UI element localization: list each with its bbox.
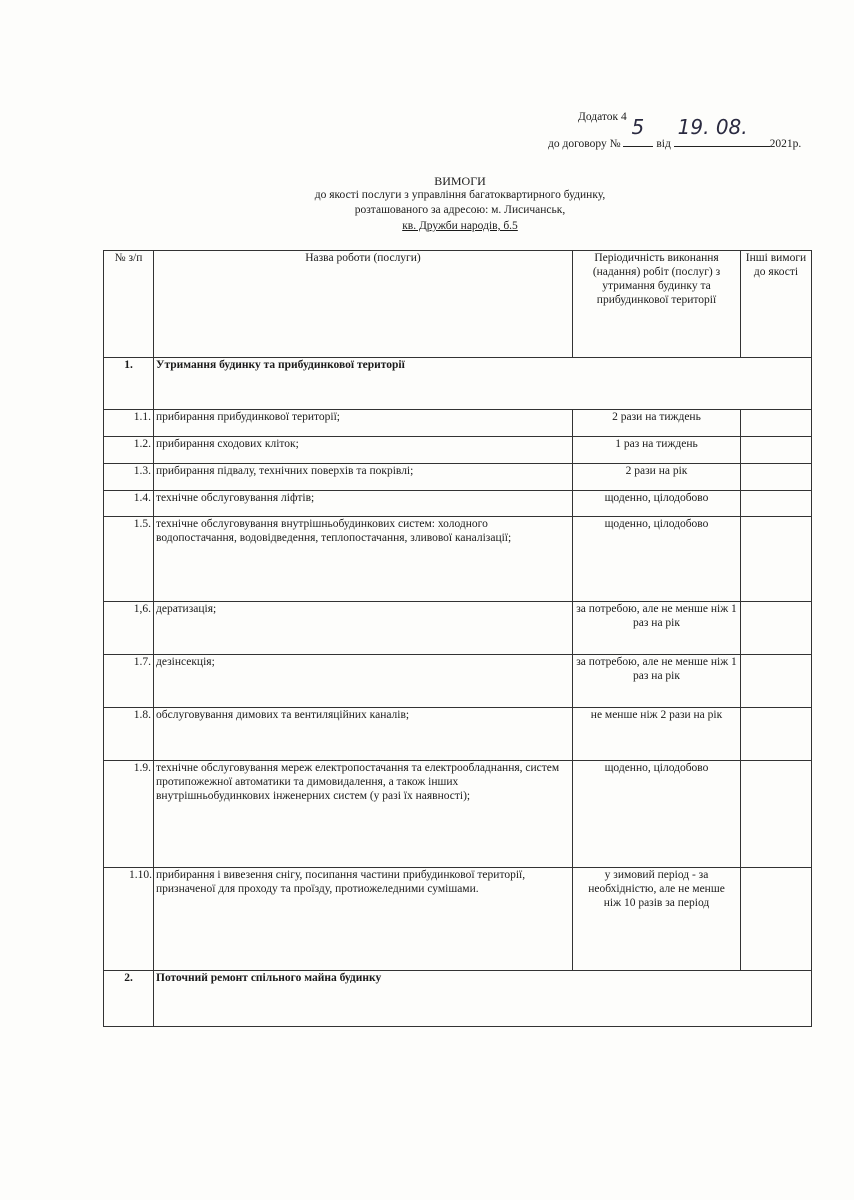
row-name: прибирання і вивезення снігу, посипання частини прибудинкової території, призначеної для проходу та проїзду, протиожеледними сумішами. (154, 868, 573, 971)
row-period: щоденно, цілодобово (573, 517, 741, 602)
row-name: дезінсекція; (154, 655, 573, 708)
header-name: Назва роботи (послуги) (154, 251, 573, 358)
row-num: 1.3. (104, 464, 154, 491)
section-2-title: Поточний ремонт спільного майна будинку (154, 971, 812, 1027)
row-other (741, 602, 812, 655)
table-row (104, 761, 812, 868)
contract-prefix: до договору № (548, 138, 621, 150)
section-1-row (104, 358, 812, 410)
table-row (104, 517, 812, 602)
row-num: 1.7. (104, 655, 154, 708)
table-header-row (104, 251, 812, 358)
row-period: не менше ніж 2 рази на рік (573, 708, 741, 761)
row-num: 1,6. (104, 602, 154, 655)
row-name: технічне обслуговування внутрішньобудинкових систем: холодного водопостачання, водовідведення, теплопостачання, зливової каналізації; (154, 517, 573, 602)
date-field (674, 115, 770, 147)
title-line-2: розташованого за адресою: м. Лисичанськ, (354, 204, 566, 216)
row-other (741, 410, 812, 437)
row-name: прибирання підвалу, технічних поверхів та покрівлі; (154, 464, 573, 491)
row-other (741, 491, 812, 517)
table-row (104, 868, 812, 971)
header-num: № з/п (104, 251, 154, 358)
section-1-title: Утримання будинку та прибудинкової території (154, 358, 812, 410)
date-prefix: від (656, 138, 671, 150)
table-row (104, 655, 812, 708)
row-other (741, 708, 812, 761)
row-other (741, 761, 812, 868)
row-period: у зимовий період - за необхідністю, але не менше ніж 10 разів за період (573, 868, 741, 971)
row-period: щоденно, цілодобово (573, 491, 741, 517)
row-num: 1.5. (104, 517, 154, 602)
header-other: Інші вимоги до якості (741, 251, 812, 358)
row-name: технічне обслуговування мереж електропостачання та електрообладнання, систем протипожежної автоматики та димовидалення, а також інших внутрішньобудинкових інженерних систем (у разі їх наявності); (154, 761, 573, 868)
row-period: за потребою, але не менше ніж 1 раз на рік (573, 655, 741, 708)
row-name: прибирання сходових кліток; (154, 437, 573, 464)
document-title: ВИМОГИ (434, 174, 486, 188)
title-address: кв. Дружби народів, б.5 (402, 220, 518, 232)
row-other (741, 464, 812, 491)
row-other (741, 437, 812, 464)
row-num: 1.2. (104, 437, 154, 464)
row-period: 2 рази на рік (573, 464, 741, 491)
row-num: 1.1. (104, 410, 154, 437)
table-row (104, 491, 812, 517)
row-name: дератизація; (154, 602, 573, 655)
title-line-1: до якості послуги з управління багатоквартирного будинку, (314, 189, 606, 201)
appendix-label: Додаток 4 (578, 111, 627, 123)
row-num: 1.9. (104, 761, 154, 868)
row-name: обслуговування димових та вентиляційних каналів; (154, 708, 573, 761)
row-other (741, 868, 812, 971)
header-period: Періодичність виконання (надання) робіт (послуг) з утримання будинку та прибудинкової території (573, 251, 741, 358)
year-suffix: 2021р. (769, 138, 802, 150)
requirements-table (103, 250, 812, 1027)
row-name: технічне обслуговування ліфтів; (154, 491, 573, 517)
row-num: 1.10. (104, 868, 154, 971)
row-num: 1.8. (104, 708, 154, 761)
date-handwritten: 19. 08. (677, 115, 748, 139)
row-period: щоденно, цілодобово (573, 761, 741, 868)
section-1-num: 1. (104, 358, 154, 410)
row-num: 1.4. (104, 491, 154, 517)
row-period: 2 рази на тиждень (573, 410, 741, 437)
row-period: 1 раз на тиждень (573, 437, 741, 464)
contract-number-field (623, 115, 653, 147)
row-other (741, 655, 812, 708)
row-other (741, 517, 812, 602)
contract-number-handwritten: 5 (631, 115, 645, 139)
row-name: прибирання прибудинкової території; (154, 410, 573, 437)
table-row (104, 437, 812, 464)
section-2-row (104, 971, 812, 1027)
row-period: за потребою, але не менше ніж 1 раз на рік (573, 602, 741, 655)
section-2-num: 2. (104, 971, 154, 1027)
table-row (104, 464, 812, 491)
table-row (104, 410, 812, 437)
table-row (104, 602, 812, 655)
table-row (104, 708, 812, 761)
